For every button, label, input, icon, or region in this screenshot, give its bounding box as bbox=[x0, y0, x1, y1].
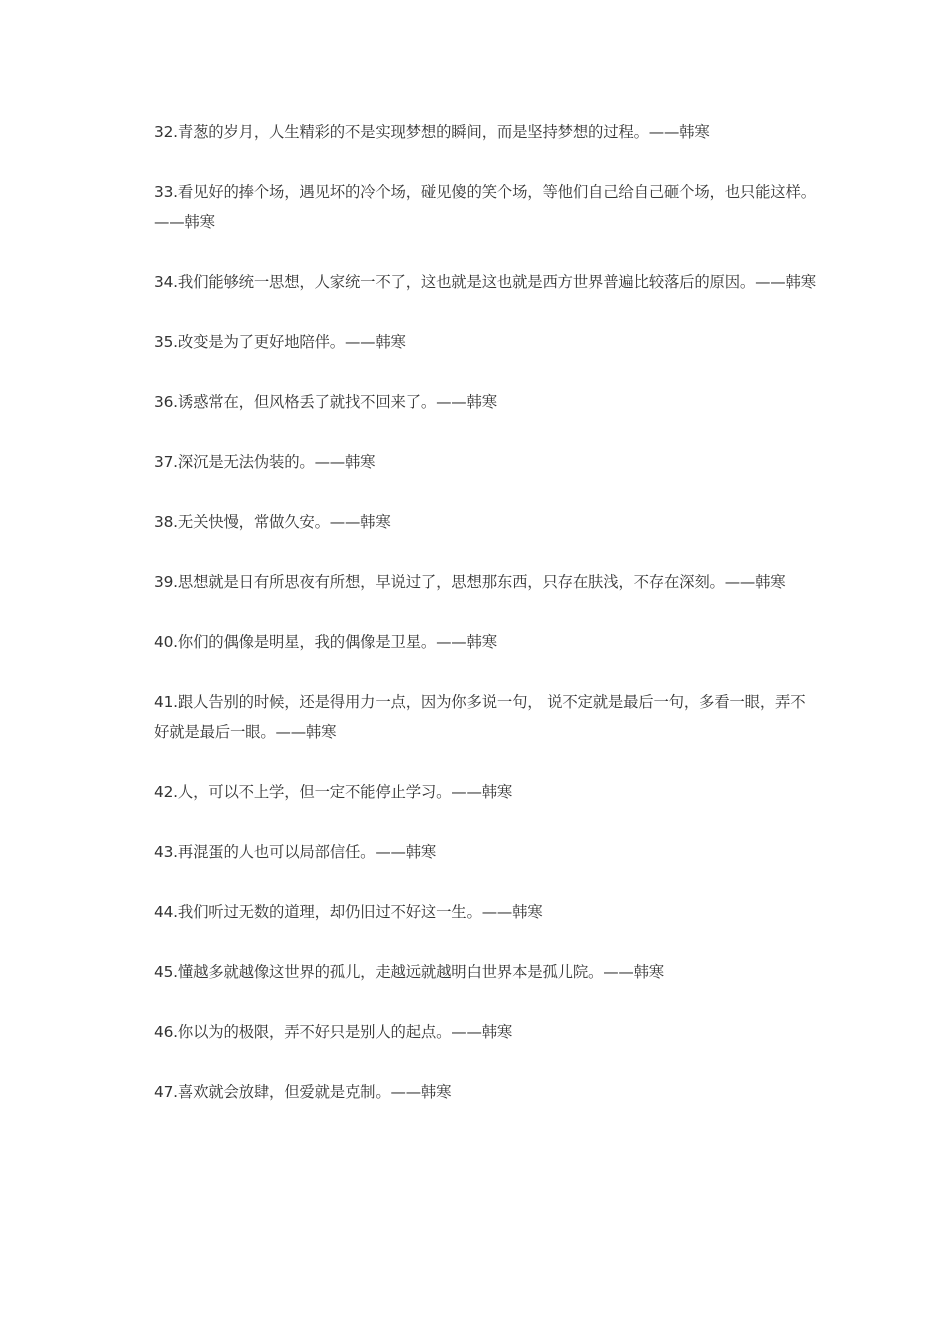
quote-paragraph: 39.思想就是日有所思夜有所想，早说过了，思想那东西，只存在肤浅，不存在深刻。——韩寒 bbox=[154, 573, 786, 591]
quote-paragraph: 33.看见好的捧个场，遇见坏的冷个场，碰见傻的笑个场，等他们自己给自己砸个场，也只能这样。——韩寒 bbox=[154, 183, 816, 231]
quote-paragraph: 38.无关快慢，常做久安。——韩寒 bbox=[154, 513, 391, 531]
quote-paragraph: 32.青葱的岁月，人生精彩的不是实现梦想的瞬间，而是坚持梦想的过程。——韩寒 bbox=[154, 123, 710, 141]
quote-paragraph: 37.深沉是无法伪装的。——韩寒 bbox=[154, 453, 376, 471]
quote-paragraph: 44.我们听过无数的道理，却仍旧过不好这一生。——韩寒 bbox=[154, 903, 543, 921]
quote-paragraph: 45.懂越多就越像这世界的孤儿，走越远就越明白世界本是孤儿院。——韩寒 bbox=[154, 963, 664, 981]
quote-paragraph: 35.改变是为了更好地陪伴。——韩寒 bbox=[154, 333, 406, 351]
quote-paragraph: 47.喜欢就会放肆，但爱就是克制。——韩寒 bbox=[154, 1083, 452, 1101]
quote-paragraph: 34.我们能够统一思想，人家统一不了，这也就是这也就是西方世界普遍比较落后的原因。——韩寒 bbox=[154, 273, 816, 291]
quote-paragraph: 40.你们的偶像是明星，我的偶像是卫星。——韩寒 bbox=[154, 633, 497, 651]
quote-paragraph: 41.跟人告别的时候，还是得用力一点，因为你多说一句， 说不定就是最后一句，多看一眼，弄不好就是最后一眼。——韩寒 bbox=[154, 693, 806, 741]
quote-paragraph: 42.人，可以不上学，但一定不能停止学习。——韩寒 bbox=[154, 783, 513, 801]
quote-paragraph: 36.诱惑常在，但风格丢了就找不回来了。——韩寒 bbox=[154, 393, 497, 411]
quote-list bbox=[154, 117, 819, 1137]
quote-paragraph: 43.再混蛋的人也可以局部信任。——韩寒 bbox=[154, 843, 437, 861]
quote-paragraph: 46.你以为的极限，弄不好只是别人的起点。——韩寒 bbox=[154, 1023, 513, 1041]
